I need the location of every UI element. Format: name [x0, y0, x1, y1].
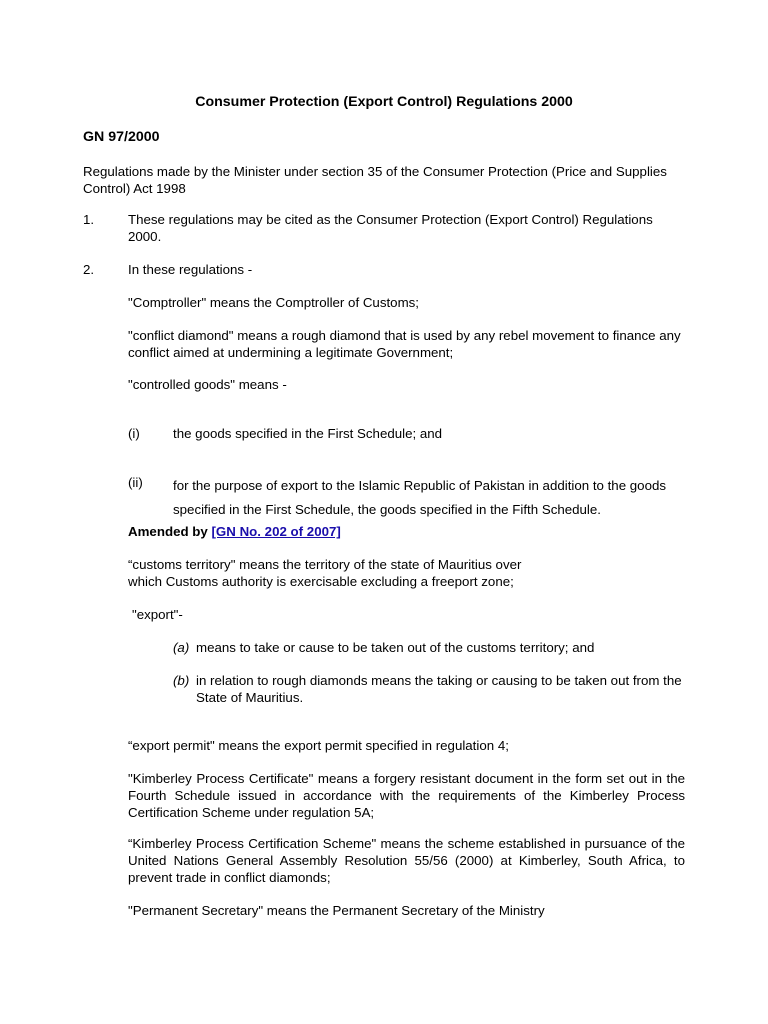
- export-item-b-letter: (b): [173, 673, 190, 688]
- controlled-goods-item-ii-number: (ii): [128, 475, 143, 490]
- controlled-goods-item-i-text: the goods specified in the First Schedule; and: [173, 426, 443, 441]
- regulation-2-text: In these regulations -: [128, 262, 253, 277]
- definition-export-permit: “export permit" means the export permit specified in regulation 4;: [128, 738, 509, 753]
- regulation-1-text: These regulations may be cited as the Consumer Protection (Export Control) Regulations 2000.: [128, 212, 653, 244]
- controlled-goods-item-ii-text: for the purpose of export to the Islamic Republic of Pakistan in addition to the goods specified in the First Schedule, the goods specified in the Fifth Schedule.: [173, 478, 667, 517]
- gazette-notice-number: GN 97/2000: [83, 129, 160, 145]
- amendment-note: [128, 523, 703, 540]
- definition-comptroller: "Comptroller" means the Comptroller of Customs;: [128, 295, 419, 310]
- controlled-goods-item-i-number: (i): [128, 426, 140, 441]
- intro-paragraph: Regulations made by the Minister under section 35 of the Consumer Protection (Price and Supplies Control) Act 1998: [83, 164, 667, 196]
- amendment-link[interactable]: [GN No. 202 of 2007]: [211, 524, 341, 539]
- definition-controlled-goods: "controlled goods" means -: [128, 377, 287, 392]
- definition-permanent-secretary: "Permanent Secretary" means the Permanent Secretary of the Ministry: [128, 903, 545, 918]
- regulation-1-number: 1.: [83, 212, 95, 227]
- definition-kimberley-process-certification-scheme: “Kimberley Process Certification Scheme" means the scheme established in pursuance of the United Nations General Assembly Resolution 55/56 (2000) at Kimberley, South Africa, to prevent trade in conflict diamonds;: [128, 836, 685, 885]
- export-item-a-text: means to take or cause to be taken out of the customs territory; and: [196, 640, 595, 655]
- definition-conflict-diamond: "conflict diamond" means a rough diamond that is used by any rebel movement to finance any conflict aimed at undermining a legitimate Government;: [128, 328, 681, 360]
- regulation-2-number: 2.: [83, 262, 95, 277]
- export-item-a-letter: (a): [173, 640, 190, 655]
- definition-customs-territory: “customs territory" means the territory of the state of Mauritius over which Customs authority is exercisable excluding a freeport zone;: [128, 557, 522, 589]
- definition-kimberley-process-certificate: "Kimberley Process Certificate" means a forgery resistant document in the form set out in the Fourth Schedule issued in accordance with the requirements of the Kimberley Process Certification Scheme under regulation 5A;: [128, 771, 685, 820]
- definition-export: "export"-: [132, 607, 183, 622]
- document-title: Consumer Protection (Export Control) Regulations 2000: [195, 94, 573, 110]
- amendment-label: Amended by: [128, 524, 212, 539]
- export-item-b-text: in relation to rough diamonds means the taking or causing to be taken out from the State of Mauritius.: [196, 673, 682, 705]
